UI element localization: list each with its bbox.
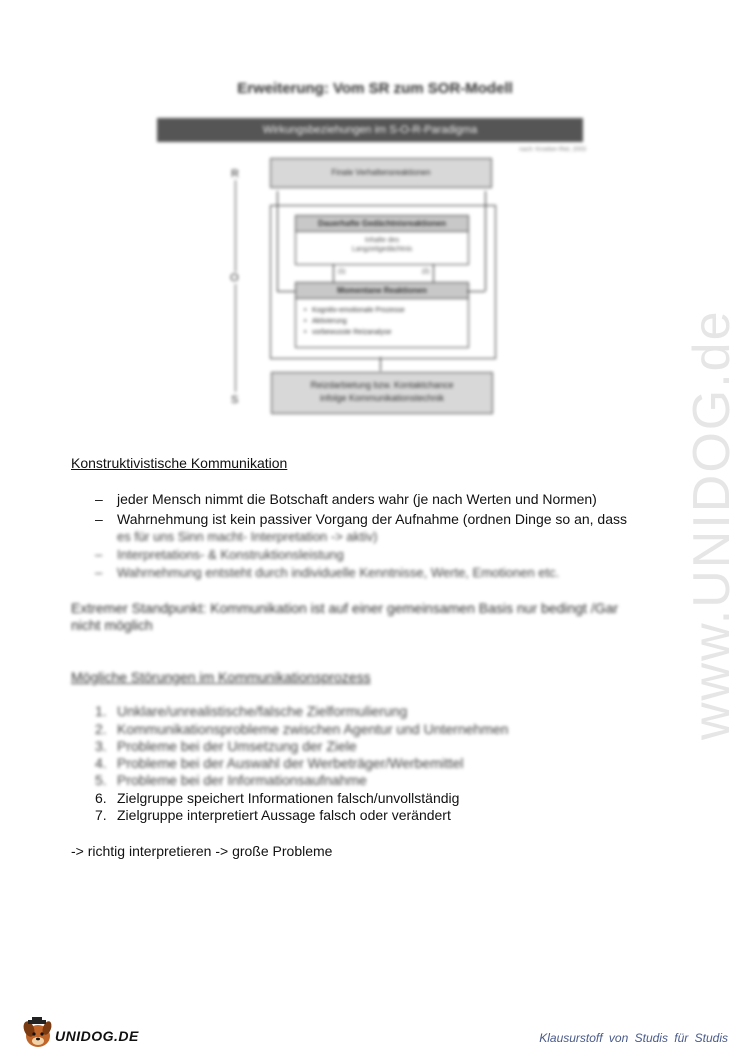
list-item: 2. Kommunikationsprobleme zwischen Agentur und Unternehmen	[95, 721, 509, 737]
axis-label-s: S	[231, 394, 239, 406]
section-heading-constructivist: Konstruktivistische Kommunikation	[71, 455, 288, 471]
axis-label-r: R	[231, 168, 239, 180]
section-heading-disturbances: Mögliche Störungen im Kommunikationsprozess	[71, 669, 371, 685]
memory-box-sub1: Inhalte des	[364, 237, 400, 244]
right-connector-h	[467, 291, 485, 292]
axis-label-o: O	[230, 272, 239, 284]
diagram-banner: Wirkungsbeziehungen im S-O-R-Paradigma	[157, 118, 583, 142]
label-1: (1)	[338, 269, 346, 275]
dash-mark: –	[95, 511, 103, 527]
list-item: 7. Zielgruppe interpretiert Aussage falsch oder verändert	[95, 807, 451, 823]
list-item: 1. Unklare/unrealistische/falsche Zielformulierung	[95, 703, 408, 719]
logo-text: UNIDOG.DE	[55, 1028, 139, 1044]
sor-diagram	[150, 115, 590, 415]
arrow-2	[433, 264, 434, 282]
footer-tagline: Klausurstoff von Studis für Studis	[539, 1031, 728, 1045]
memory-reactions-box	[295, 215, 469, 265]
list-item: – Wahrnehmung entsteht durch individuelle Kenntnisse, Werte, Emotionen etc.	[95, 565, 560, 580]
moment-item: • vorbewusste Reizanalyse	[304, 329, 392, 336]
page-title: Erweiterung: Vom SR zum SOR-Modell	[237, 80, 513, 97]
memory-box-sub	[296, 232, 468, 254]
memory-box-sub2: Langzeitgedächtnis	[351, 246, 413, 253]
label-2: (2)	[422, 269, 430, 275]
list-item: es für uns Sinn macht- Interpretation -> aktiv)	[117, 529, 378, 544]
left-connector	[277, 191, 278, 291]
left-connector-h	[277, 291, 295, 292]
list-item: – jeder Mensch nimmt die Botschaft anders wahr (je nach Werten und Normen)	[95, 491, 597, 507]
conclusion-line: -> richtig interpretieren -> große Probleme	[71, 843, 333, 859]
momentary-reactions-box	[295, 282, 469, 348]
watermark: www.UNIDOG.de	[683, 309, 741, 740]
dash-mark: –	[95, 547, 103, 562]
dash-mark: –	[95, 565, 103, 580]
right-connector	[485, 191, 486, 291]
sor-axis	[235, 180, 236, 392]
dash-mark: –	[95, 491, 103, 507]
moment-item: • Aktivierung	[304, 318, 347, 325]
list-item: 3. Probleme bei der Umsetzung der Ziele	[95, 738, 357, 754]
moment-box-head: Momentane Reaktionen	[296, 283, 468, 299]
moment-box-list	[296, 299, 468, 338]
paragraph-extreme-standpoint	[71, 600, 671, 634]
moment-item: • Kognitiv-emotionale Prozesse	[304, 307, 405, 314]
para-line2: nicht möglich	[71, 617, 153, 633]
list-item: 6. Zielgruppe speichert Informationen falsch/unvollständig	[95, 790, 460, 806]
stimulus-line2: infolge Kommunikationstechnik	[319, 393, 445, 403]
stimulus-arrow	[380, 357, 381, 371]
stimulus-box	[271, 372, 493, 414]
list-item: 4. Probleme bei der Auswahl der Werbeträger/Werbemittel	[95, 755, 464, 771]
list-item: 5. Probleme bei der Informationsaufnahme	[95, 772, 367, 788]
para-line1: Extremer Standpunkt: Kommunikation ist auf einer gemeinsamen Basis nur bedingt /Gar	[71, 600, 619, 616]
stimulus-line1: Reizdarbietung bzw. Kontaktchance	[310, 380, 454, 390]
list-item: – Wahrnehmung ist kein passiver Vorgang der Aufnahme (ordnen Dinge so an, dass	[95, 511, 628, 527]
diagram-source: nach: Kroeber-Riel, 2003	[519, 147, 586, 153]
list-item: – Interpretations- & Konstruktionsleistung	[95, 547, 344, 562]
memory-box-head: Dauerhafte Gedächtnisreaktionen	[296, 216, 468, 232]
final-reactions-box: Finale Verhaltensreaktionen	[270, 158, 492, 188]
arrow-1	[333, 264, 334, 282]
